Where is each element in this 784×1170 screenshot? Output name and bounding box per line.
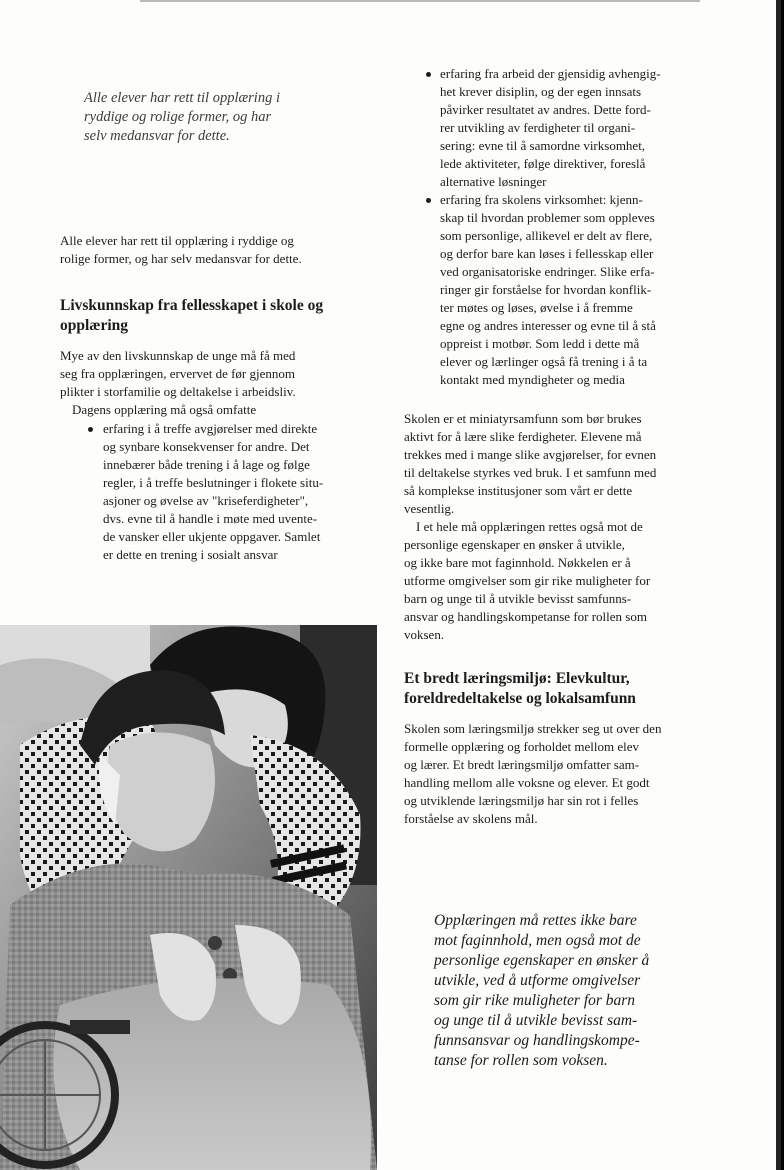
text-line: de vansker eller ukjente oppgaver. Samlet (103, 529, 321, 544)
text-line: formelle opplæring og forholdet mellom elev (404, 739, 640, 754)
quote-line: selv medansvar for dette. (84, 128, 230, 144)
photo-embrace (0, 625, 377, 1170)
bullet-icon (426, 72, 431, 77)
bullet-icon (88, 427, 93, 432)
text-line: så komplekse institusjoner som vårt er dette (404, 483, 633, 498)
body-paragraph (404, 720, 719, 828)
list-item (404, 191, 719, 389)
text-line: og synbare konsekvenser for andre. Det (103, 439, 310, 454)
text-line: rer utvikling av ferdigheter til organi- (440, 120, 636, 135)
text-line: ringer gir forståelse for hvordan konflik- (440, 282, 652, 297)
section-heading-laeringsmiljo (404, 669, 719, 709)
quote-line: personlige egenskaper en ønsker å (434, 952, 650, 969)
text-line: rolige former, og har selv medansvar for dette. (60, 251, 302, 266)
heading-line: opplæring (60, 317, 129, 334)
quote-line: og unge til å utvikle bevisst sam- (434, 1012, 638, 1029)
quote-line: funnsansvar og handlingskompe- (434, 1032, 640, 1049)
body-paragraph (60, 347, 380, 419)
text-line: elever og lærlinger også få trening i å ta (440, 354, 648, 369)
text-line: forståelse av skolens mål. (404, 811, 538, 826)
text-line: innebærer både trening i å lage og følge (103, 457, 310, 472)
text-line: ansvar og handlingskompetanse for rollen som (404, 609, 647, 624)
photo-illustration (0, 625, 377, 1170)
lead-line: Dagens opplæring må også omfatte (72, 402, 257, 417)
text-line: Alle elever har rett til opplæring i ryddige og (60, 233, 294, 248)
text-line: voksen. (404, 627, 445, 642)
text-line: og ikke bare mot faginnhold. Nøkkelen er å (404, 555, 631, 570)
text-line: kontakt med myndigheter og media (440, 372, 625, 387)
text-line: plikter i storfamilie og deltakelse i arbeidsliv. (60, 384, 296, 399)
text-line: dvs. evne til å handle i møte med uvente- (103, 511, 318, 526)
pull-quote-bottom (434, 911, 702, 1071)
heading-line: Et bredt læringsmiljø: Elevkultur, (404, 670, 630, 687)
text-line: handling mellom alle voksne og elever. Et godt (404, 775, 650, 790)
quote-line: utvikle, ved å utforme omgivelser (434, 972, 641, 989)
text-line: Skolen er et miniatyrsamfunn som bør brukes (404, 411, 642, 426)
text-line: som personlige, allikevel er delt av flere, (440, 228, 653, 243)
page-edge (776, 0, 784, 1170)
text-line: skap til hvordan problemer som oppleves (440, 210, 655, 225)
text-line: utforme omgivelser som gir rike muligheter for (404, 573, 651, 588)
body-paragraph (404, 518, 719, 644)
text-line: og utviklende læringsmiljø har sin rot i felles (404, 793, 639, 808)
bullet-list-right (404, 65, 719, 389)
text-line: erfaring fra skolens virksomhet: kjenn- (440, 192, 643, 207)
text-line: Skolen som læringsmiljø strekker seg ut over den (404, 721, 662, 736)
text-line: trekkes med i mange slike avgjørelser, for evnen (404, 447, 657, 462)
text-line: seg fra opplæringen, ervervet de før gjennom (60, 366, 296, 381)
quote-line: ryddige og rolige former, og har (84, 109, 272, 125)
section-heading-livskunnskap (60, 296, 380, 336)
text-line: sering: evne til å samordne virksomhet, (440, 138, 646, 153)
text-line: regler, i å treffe beslutninger i flokete situ- (103, 475, 324, 490)
bullet-icon (426, 198, 431, 203)
quote-line: som gir rike muligheter for barn (434, 992, 636, 1009)
heading-line: Livskunnskap fra fellesskapet i skole og (60, 297, 324, 314)
quote-line: tanse for rollen som voksen. (434, 1052, 608, 1069)
text-line: barn og unge til å utvikle bevisst samfunns- (404, 591, 632, 606)
right-column (404, 65, 719, 828)
text-line: egne og andres interesser og evne til å stå (440, 318, 656, 333)
text-line: asjoner og øvelse av "kriseferdigheter", (103, 493, 309, 508)
text-line: aktivt for å lære slike ferdigheter. Elevene må (404, 429, 642, 444)
quote-line: Opplæringen må rettes ikke bare (434, 912, 637, 929)
text-line: het krever disiplin, og der egen innsats (440, 84, 642, 99)
text-line: Mye av den livskunnskap de unge må få med (60, 348, 296, 363)
quote-line: Alle elever har rett til opplæring i (84, 90, 280, 106)
text-line: lede aktiviteter, følge direktiver, foreslå (440, 156, 646, 171)
text-line: og lærer. Et bredt læringsmiljø omfatter sam- (404, 757, 640, 772)
list-item (404, 65, 719, 191)
text-line: ved organisatoriske endringer. Slike erfa- (440, 264, 655, 279)
text-line: og derfor bare kan løses i fellesskap eller (440, 246, 654, 261)
bullet-list-left (86, 420, 380, 564)
text-line: påvirker resultatet av andres. Dette ford- (440, 102, 651, 117)
text-line: alternative løsninger (440, 174, 547, 189)
text-line: erfaring fra arbeid der gjensidig avhengig- (440, 66, 661, 81)
body-paragraph (404, 410, 719, 518)
text-line: til deltakelse styrkes ved bruk. I et samfunn med (404, 465, 657, 480)
text-line: vesentlig. (404, 501, 455, 516)
text-line: oppreist i motbør. Som ledd i dette må (440, 336, 640, 351)
quote-line: mot faginnhold, men også mot de (434, 932, 641, 949)
list-item (86, 420, 380, 564)
text-line: erfaring i å treffe avgjørelser med direkte (103, 421, 318, 436)
text-line: er dette en trening i sosialt ansvar (103, 547, 278, 562)
text-line: personlige egenskaper en ønsker å utvikle, (404, 537, 625, 552)
intro-paragraph (60, 232, 380, 268)
heading-line: foreldredeltakelse og lokalsamfunn (404, 690, 636, 707)
pull-quote-top (84, 89, 364, 146)
left-column (60, 232, 380, 564)
text-line: ter møtes og løses, øvelse i å fremme (440, 300, 633, 315)
text-line: I et hele må opplæringen rettes også mot de (416, 519, 643, 534)
top-rule (140, 0, 700, 2)
